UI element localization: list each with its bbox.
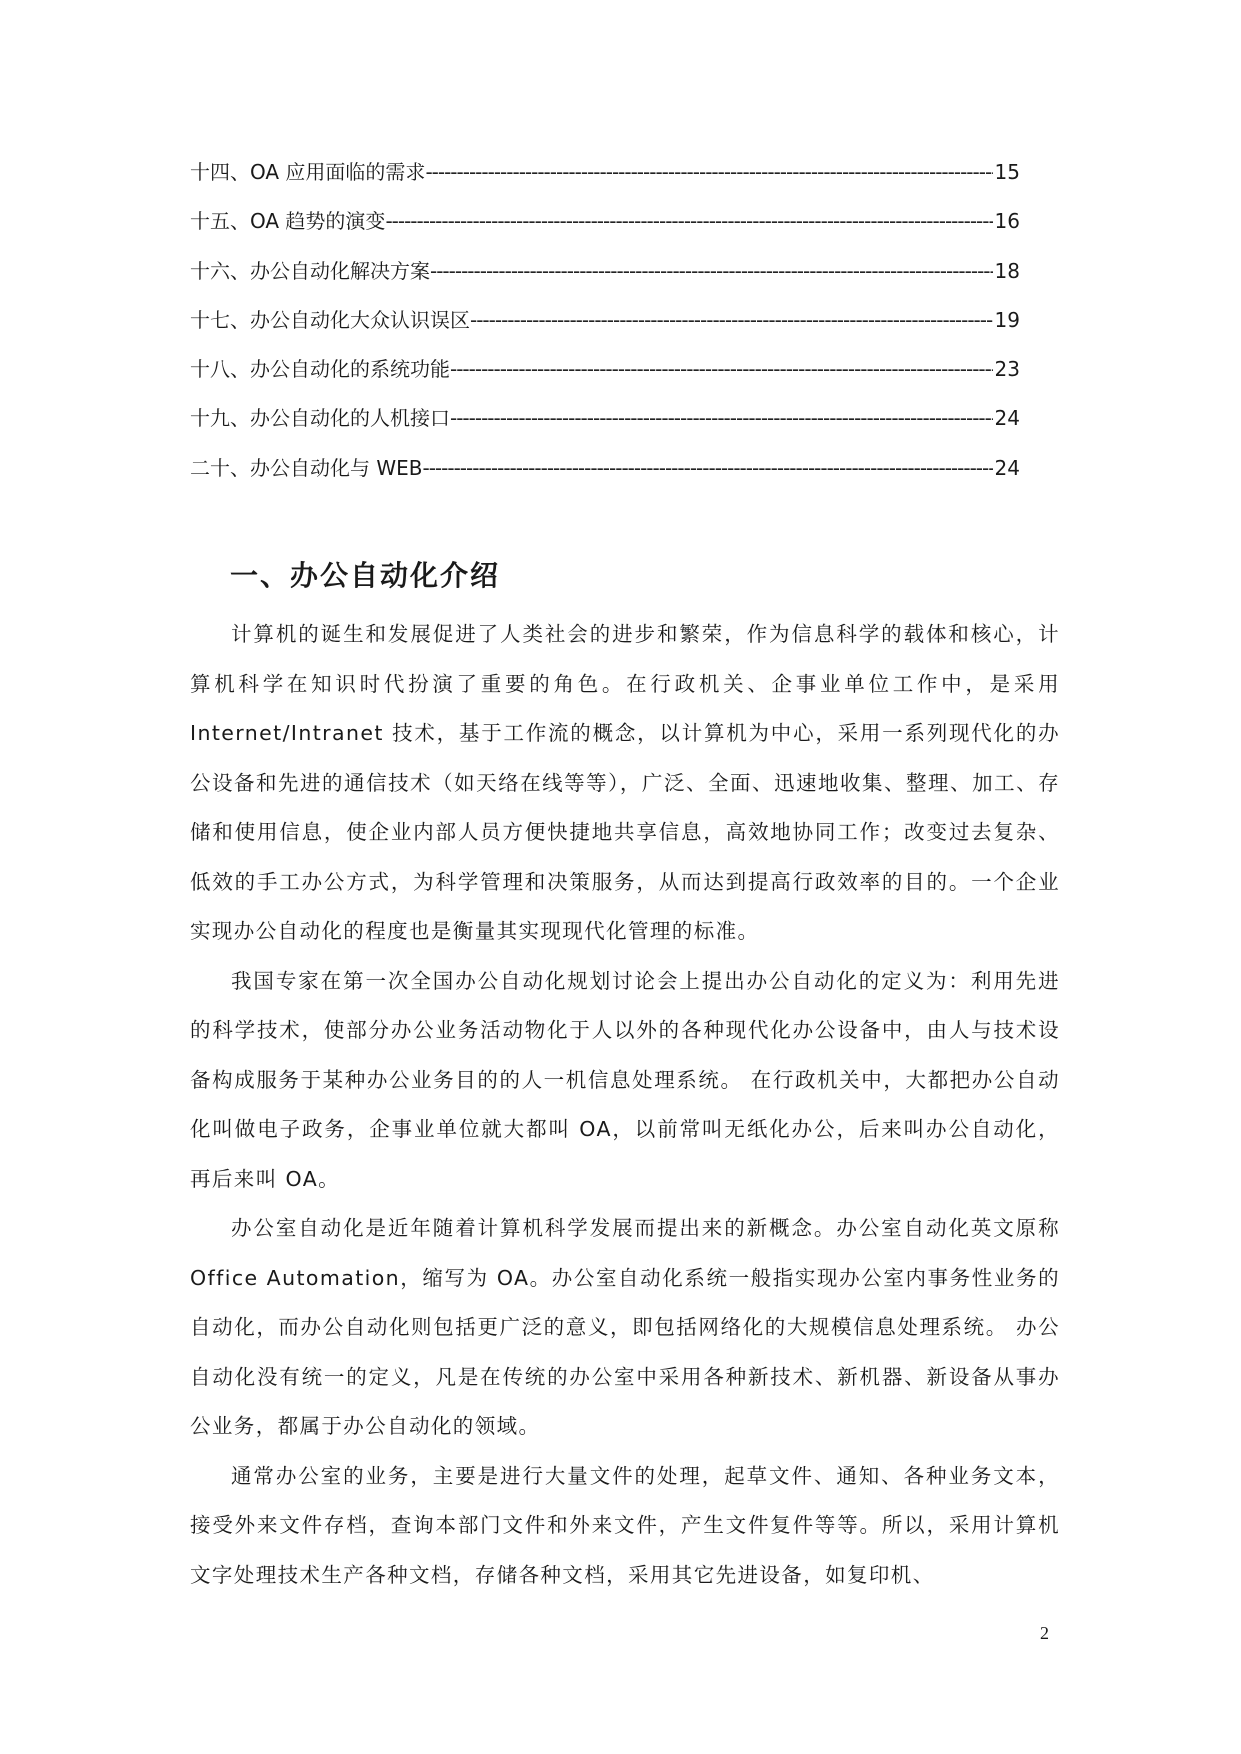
toc-entry-title: 二十、办公自动化与 WEB bbox=[190, 455, 423, 480]
toc-entry-page: 16 bbox=[994, 209, 1020, 234]
toc-entry-title: 十七、办公自动化大众认识误区 bbox=[190, 307, 470, 332]
toc-entry-page: 24 bbox=[994, 406, 1020, 431]
toc-entry[interactable] bbox=[190, 454, 1020, 503]
toc-entry-title: 十五、OA 趋势的演变 bbox=[190, 209, 386, 234]
toc-entry-page: 23 bbox=[994, 357, 1020, 382]
toc-entry[interactable] bbox=[190, 306, 1020, 355]
section-heading: 一、办公自动化介绍 bbox=[230, 559, 501, 592]
body-paragraph: 我国专家在第一次全国办公自动化规划讨论会上提出办公自动化的定义为：利用先进的科学技术，使部分办公业务活动物化于人以外的各种现代化办公设备中，由人与技术设备构成服务于某种办公业务目的的人一机信息处理系统。 在行政机关中，大都把办公自动化叫做电子政务，企事业单位就大都叫 OA，以前常叫无纸化办公，后来叫办公自动化，再后来叫 OA。 bbox=[190, 968, 1060, 1191]
toc-entry-title: 十六、办公自动化解决方案 bbox=[190, 258, 430, 283]
toc-entry-title: 十八、办公自动化的系统功能 bbox=[190, 357, 450, 382]
toc-leader bbox=[385, 207, 992, 235]
body-paragraph: 通常办公室的业务，主要是进行大量文件的处理，起草文件、通知、各种业务文本，接受外来文件存档，查询本部门文件和外来文件，产生文件复件等等。所以，采用计算机文字处理技术生产各种文档，存储各种文档，采用其它先进设备，如复印机、 bbox=[190, 1463, 1060, 1587]
toc-entry[interactable] bbox=[190, 355, 1020, 404]
table-of-contents bbox=[190, 158, 1020, 503]
toc-leader bbox=[470, 306, 993, 334]
body-paragraph: 办公室自动化是近年随着计算机科学发展而提出来的新概念。办公室自动化英文原称 Office Automation，缩写为 OA。办公室自动化系统一般指实现办公室内事务性业务的自动化，而办公自动化则包括更广泛的意义，即包括网络化的大规模信息处理系统。 办公自动化没有统一的定义，凡是在传统的办公室中采用各种新技术、新机器、新设备从事办公业务，都属于办公自动化的领域。 bbox=[190, 1216, 1060, 1438]
toc-entry-page: 15 bbox=[994, 160, 1020, 184]
body-paragraph: 计算机的诞生和发展促进了人类社会的进步和繁荣，作为信息科学的载体和核心，计算机科学在知识时代扮演了重要的角色。在行政机关、企事业单位工作中，是采用 Internet/Intranet 技术，基于工作流的概念，以计算机为中心，采用一系列现代化的办公设备和先进的通信技术（如天络在线等等），广泛、全面、迅速地收集、整理、加工、存储和使用信息，使企业内部人员方便快捷地共享信息，高效地协同工作；改变过去复杂、低效的手工办公方式，为科学管理和决策服务，从而达到提高行政效率的目的。一个企业实现办公自动化的程度也是衡量其实现现代化管理的标准。 bbox=[190, 622, 1060, 943]
toc-entry-page: 18 bbox=[994, 258, 1020, 283]
page-number: 2 bbox=[1040, 1623, 1049, 1643]
toc-entry-title: 十四、OA 应用面临的需求 bbox=[190, 160, 426, 184]
toc-leader bbox=[430, 257, 993, 285]
toc-leader bbox=[450, 404, 993, 432]
section-body bbox=[190, 610, 1060, 1600]
toc-entry-page: 19 bbox=[994, 307, 1020, 332]
toc-leader bbox=[450, 355, 993, 383]
toc-entry[interactable] bbox=[190, 257, 1020, 306]
toc-leader bbox=[425, 158, 992, 186]
toc-entry-page: 24 bbox=[994, 455, 1020, 480]
toc-entry-title: 十九、办公自动化的人机接口 bbox=[190, 406, 450, 431]
toc-entry[interactable] bbox=[190, 404, 1020, 453]
toc-entry[interactable] bbox=[190, 207, 1020, 256]
toc-leader bbox=[423, 454, 993, 482]
toc-entry[interactable] bbox=[190, 158, 1020, 207]
